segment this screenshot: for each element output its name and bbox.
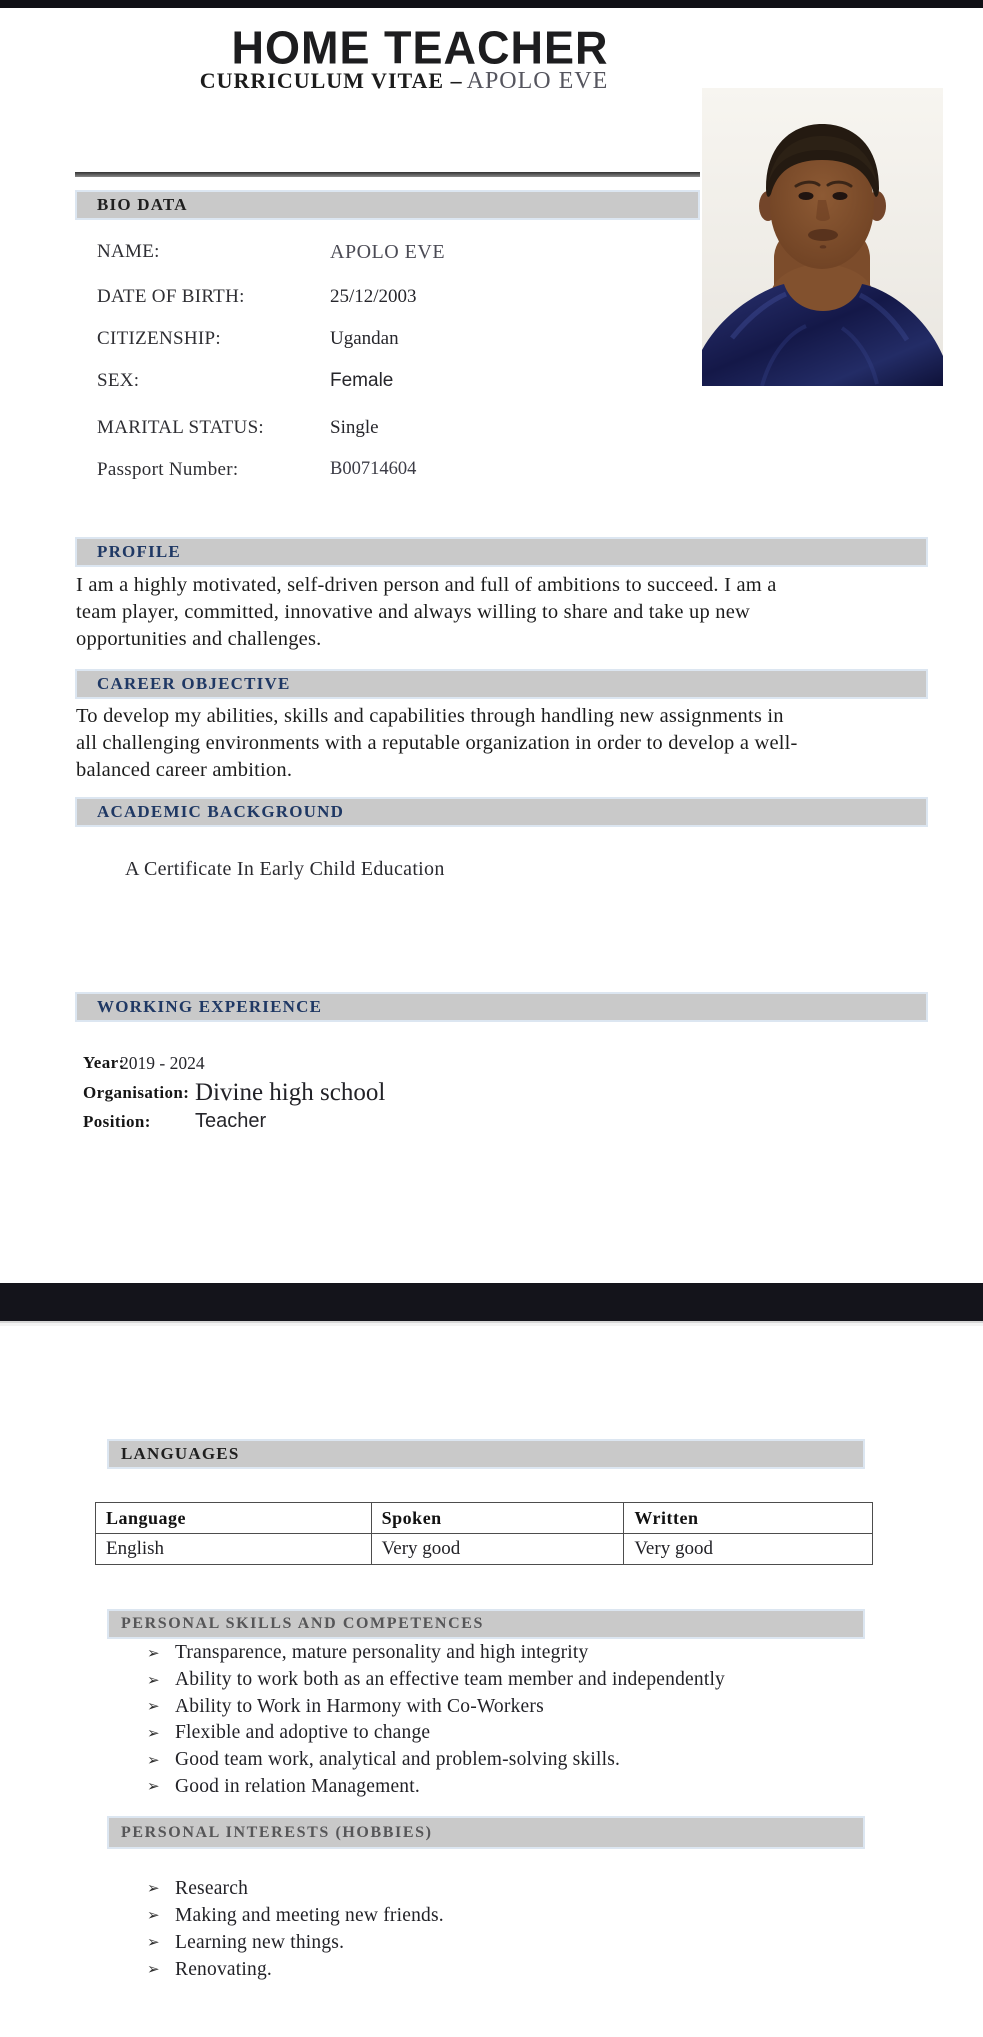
experience-year-row [83, 1052, 683, 1074]
experience-position-row [83, 1108, 683, 1135]
bio-label: NAME: [97, 241, 160, 262]
list-item-text: Making and meeting new friends. [175, 1904, 444, 1926]
arrow-bullet-icon: ➢ [147, 1645, 160, 1662]
bio-label: SEX: [97, 370, 140, 391]
subtitle-name: APOLO EVE [466, 68, 609, 94]
arrow-bullet-icon: ➢ [147, 1672, 160, 1689]
organisation-value: Divine high school [195, 1079, 386, 1106]
list-item-text: Good team work, analytical and problem-solving skills. [175, 1749, 621, 1771]
section-header-career-objective [75, 669, 928, 699]
text-line: opportunities and challenges. [76, 628, 322, 650]
arrow-bullet-icon: ➢ [147, 1752, 160, 1769]
section-header-label: PERSONAL INTERESTS (HOBBIES) [121, 1823, 433, 1841]
page-break-band [0, 1283, 983, 1323]
bio-row-name [97, 241, 657, 263]
bio-value: 25/12/2003 [330, 286, 417, 307]
list-item [147, 1956, 887, 1983]
arrow-bullet-icon: ➢ [147, 1779, 160, 1796]
list-item [147, 1667, 887, 1694]
languages-table [95, 1502, 873, 1565]
section-header-label: LANGUAGES [121, 1444, 240, 1463]
list-item-text: Transparence, mature personality and high integrity [175, 1642, 589, 1664]
bio-label: MARITAL STATUS: [97, 417, 265, 438]
text-line: I am a highly motivated, self-driven person and full of ambitions to succeed. I am a [76, 574, 777, 596]
skills-list [147, 1640, 887, 1800]
section-header-label: PROFILE [97, 542, 181, 561]
section-header-personal-skills [107, 1609, 865, 1639]
list-item [147, 1902, 887, 1929]
bio-value: Ugandan [330, 328, 399, 349]
list-item [147, 1747, 887, 1774]
list-item [147, 1693, 887, 1720]
bio-value: B00714604 [330, 459, 417, 479]
profile-text [76, 572, 936, 653]
list-item [147, 1929, 887, 1956]
list-item-text: Flexible and adoptive to change [175, 1722, 431, 1744]
bio-value: Female [330, 370, 394, 391]
list-item-text: Learning new things. [175, 1931, 345, 1953]
table-cell: Very good [371, 1534, 624, 1565]
portrait-photo [702, 88, 943, 386]
table-cell: Very good [624, 1534, 873, 1565]
page-title: HOME TEACHER [231, 20, 609, 75]
arrow-bullet-icon: ➢ [147, 1881, 160, 1897]
header-divider-rule [75, 172, 700, 177]
list-item-text: Ability to work both as an effective team member and independently [175, 1669, 726, 1691]
text-line: To develop my abilities, skills and capabilities through handling new assignments in [76, 705, 784, 727]
section-header-label: CAREER OBJECTIVE [97, 674, 291, 693]
experience-organisation-row [83, 1077, 683, 1108]
section-header-academic-background [75, 797, 928, 827]
list-item-text: Ability to Work in Harmony with Co-Workers [175, 1695, 544, 1717]
languages-table-header-row [96, 1503, 873, 1534]
text-line: all challenging environments with a reputable organization in order to develop a well- [76, 732, 798, 754]
bio-label: CITIZENSHIP: [97, 328, 221, 349]
list-item [147, 1773, 887, 1800]
column-header: Language [96, 1503, 372, 1534]
section-header-profile [75, 537, 928, 567]
career-objective-text [76, 703, 936, 784]
languages-table-row [96, 1534, 873, 1565]
list-item [147, 1640, 887, 1667]
section-header-label: WORKING EXPERIENCE [97, 997, 323, 1016]
bio-label: Passport Number: [97, 459, 239, 480]
organisation-label: Organisation: [83, 1083, 190, 1102]
section-header-label: PERSONAL SKILLS AND COMPETENCES [121, 1615, 485, 1632]
section-header-label: BIO DATA [97, 195, 188, 214]
position-value: Teacher [195, 1110, 267, 1132]
list-item [147, 1875, 887, 1902]
arrow-bullet-icon: ➢ [147, 1699, 160, 1716]
top-black-bar [0, 0, 983, 8]
bio-row-sex [97, 370, 657, 392]
bio-value: APOLO EVE [330, 241, 446, 263]
year-value: 2019 - 2024 [120, 1053, 205, 1073]
list-item-text: Renovating. [175, 1958, 272, 1980]
arrow-bullet-icon: ➢ [147, 1935, 160, 1951]
year-label: Year: [83, 1053, 125, 1072]
bio-row-dob [97, 286, 657, 308]
bio-label: DATE OF BIRTH: [97, 286, 245, 307]
bio-row-marital-status [97, 417, 657, 439]
text-line: team player, committed, innovative and always willing to share and take up new [76, 601, 751, 623]
column-header: Written [624, 1503, 873, 1534]
bio-value: Single [330, 417, 379, 438]
arrow-bullet-icon: ➢ [147, 1725, 160, 1742]
arrow-bullet-icon: ➢ [147, 1962, 160, 1978]
section-header-personal-interests [107, 1816, 865, 1849]
document-subtitle [104, 68, 704, 95]
section-header-label: ACADEMIC BACKGROUND [97, 802, 345, 821]
arrow-bullet-icon: ➢ [147, 1908, 160, 1924]
academic-item: A Certificate In Early Child Education [125, 858, 445, 880]
bio-row-passport [97, 459, 657, 481]
section-header-languages [107, 1439, 865, 1469]
list-item [147, 1720, 887, 1747]
section-header-working-experience [75, 992, 928, 1022]
table-cell: English [96, 1534, 372, 1565]
list-item-text: Good in relation Management. [175, 1775, 420, 1797]
bio-row-citizenship [97, 328, 657, 350]
section-header-bio-data [75, 190, 700, 220]
subtitle-label: CURRICULUM VITAE – [199, 68, 463, 93]
column-header: Spoken [371, 1503, 624, 1534]
list-item-text: Research [175, 1877, 249, 1899]
text-line: balanced career ambition. [76, 759, 293, 781]
interests-list [147, 1875, 887, 1983]
position-label: Position: [83, 1112, 151, 1131]
